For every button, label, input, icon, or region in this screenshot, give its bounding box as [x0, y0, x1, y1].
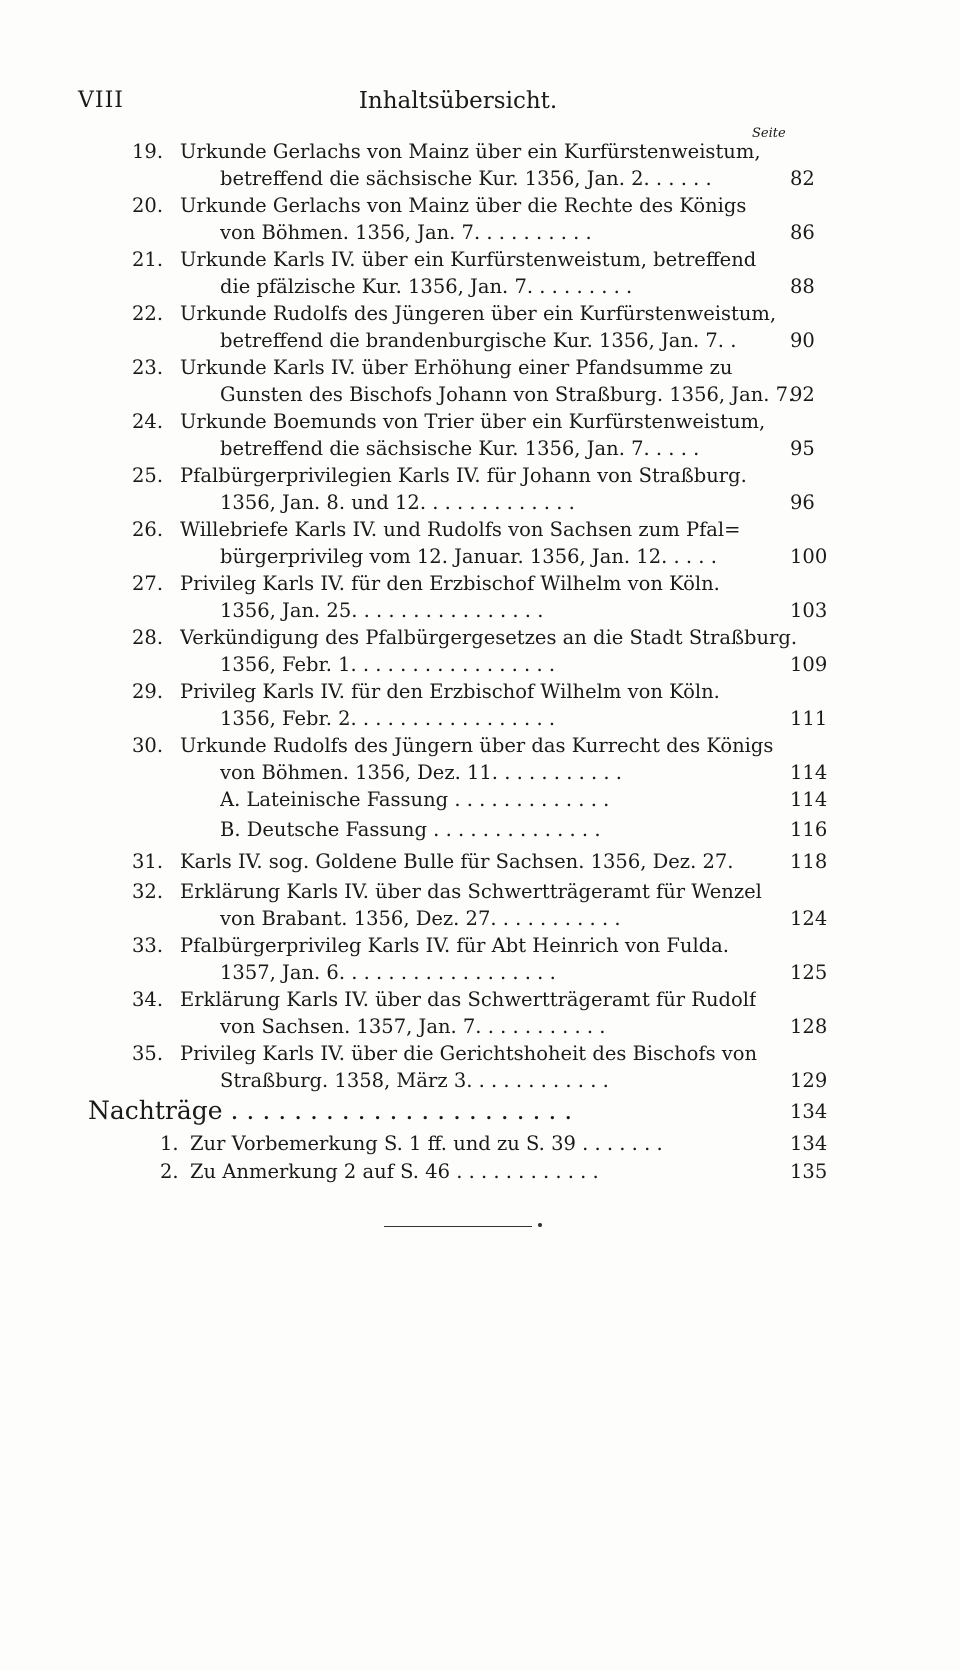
entry-number: 22. — [132, 302, 164, 325]
entry-number: 35. — [132, 1042, 164, 1065]
entry-title: Urkunde Rudolfs des Jüngern über das Kurrecht des Königs — [180, 734, 774, 757]
entry-page: 118 — [790, 850, 828, 873]
entry-page: 100 — [790, 545, 828, 568]
entry-number: 30. — [132, 734, 164, 757]
entry-title: Urkunde Karls IV. über ein Kurfürstenweistum, betreffend — [180, 248, 757, 271]
entry-page: 86 — [790, 221, 815, 244]
entry-number: 32. — [132, 880, 164, 903]
nachtraege-item-title: Zu Anmerkung 2 auf S. 46 . . . . . . . . . . . . — [190, 1160, 599, 1183]
nachtraege-page: 134 — [790, 1100, 828, 1123]
entry-title-continued: betreffend die sächsische Kur. 1356, Jan. 2. . . . . . — [220, 167, 712, 190]
entry-title: Privileg Karls IV. für den Erzbischof Wilhelm von Köln. — [180, 572, 720, 595]
entry-number: 29. — [132, 680, 164, 703]
entry-title: Erklärung Karls IV. über das Schwertträgeramt für Wenzel — [180, 880, 762, 903]
entry-title: Privileg Karls IV. über die Gerichtshoheit des Bischofs von — [180, 1042, 758, 1065]
entry-number: 26. — [132, 518, 164, 541]
entry-number: 31. — [132, 850, 164, 873]
nachtraege-item-title: Zur Vorbemerkung S. 1 ff. und zu S. 39 . . . . . . . — [190, 1132, 663, 1155]
nachtraege-item-number: 1. — [160, 1132, 179, 1155]
entry-title: Pfalbürgerprivileg Karls IV. für Abt Heinrich von Fulda. — [180, 934, 730, 957]
entry-title-continued: Straßburg. 1358, März 3. . . . . . . . . . . . — [220, 1069, 609, 1092]
running-title: Inhaltsübersicht. — [358, 88, 558, 114]
entry-page: 82 — [790, 167, 815, 190]
entry-number: 21. — [132, 248, 164, 271]
nachtraege-item-number: 2. — [160, 1160, 179, 1183]
entry-number: 27. — [132, 572, 164, 595]
entry-title-continued: 1356, Jan. 25. . . . . . . . . . . . . . . . — [220, 599, 544, 622]
entry-title: Verkündigung des Pfalbürgergesetzes an die Stadt Straßburg. — [180, 626, 798, 649]
entry-page: 95 — [790, 437, 815, 460]
entry-page: 92 — [790, 383, 815, 406]
entry-page: 111 — [790, 707, 828, 730]
subentry-title: A. Lateinische Fassung . . . . . . . . . . . . . — [220, 788, 610, 811]
seite-column-label: Seite — [752, 126, 786, 141]
entry-title-continued: von Böhmen. 1356, Jan. 7. . . . . . . . . . — [220, 221, 592, 244]
entry-title: Erklärung Karls IV. über das Schwertträgeramt für Rudolf — [180, 988, 757, 1011]
entry-title-continued: von Böhmen. 1356, Dez. 11. . . . . . . . . . . — [220, 761, 622, 784]
page-number: VIII — [78, 88, 124, 113]
entry-title-continued: bürgerprivileg vom 12. Januar. 1356, Jan. 12. . . . . — [220, 545, 717, 568]
entry-title: Pfalbürgerprivilegien Karls IV. für Johann von Straßburg. — [180, 464, 747, 487]
entry-page: 125 — [790, 961, 828, 984]
entry-page: 96 — [790, 491, 815, 514]
entry-title: Privileg Karls IV. für den Erzbischof Wilhelm von Köln. — [180, 680, 720, 703]
entry-title-continued: die pfälzische Kur. 1356, Jan. 7. . . . . . . . . — [220, 275, 633, 298]
entry-title-continued: 1356, Jan. 8. und 12. . . . . . . . . . . . . — [220, 491, 575, 514]
entry-number: 25. — [132, 464, 164, 487]
entry-title: Willebriefe Karls IV. und Rudolfs von Sachsen zum Pfal= — [180, 518, 741, 541]
entry-number: 19. — [132, 140, 164, 163]
entry-page: 124 — [790, 907, 828, 930]
entry-page: 109 — [790, 653, 828, 676]
closing-rule — [384, 1226, 532, 1227]
entry-title: Urkunde Gerlachs von Mainz über ein Kurfürstenweistum, — [180, 140, 761, 163]
entry-page: 88 — [790, 275, 815, 298]
entry-page: 114 — [790, 761, 828, 784]
nachtraege-item-page: 135 — [790, 1160, 828, 1183]
entry-title-continued: 1356, Febr. 2. . . . . . . . . . . . . . . . . — [220, 707, 556, 730]
entry-title: Urkunde Boemunds von Trier über ein Kurfürstenweistum, — [180, 410, 766, 433]
entry-page: 129 — [790, 1069, 828, 1092]
entry-title: Urkunde Rudolfs des Jüngeren über ein Kurfürstenweistum, — [180, 302, 777, 325]
subentry-page: 114 — [790, 788, 828, 811]
nachtraege-item-page: 134 — [790, 1132, 828, 1155]
entry-title-continued: Gunsten des Bischofs Johann von Straßburg. 1356, Jan. 7. — [220, 383, 795, 406]
entry-title-continued: von Sachsen. 1357, Jan. 7. . . . . . . . . . . — [220, 1015, 606, 1038]
entry-title-continued: betreffend die sächsische Kur. 1356, Jan. 7. . . . . — [220, 437, 700, 460]
subentry-page: 116 — [790, 818, 828, 841]
entry-page: 128 — [790, 1015, 828, 1038]
entry-number: 20. — [132, 194, 164, 217]
entry-number: 24. — [132, 410, 164, 433]
subentry-title: B. Deutsche Fassung . . . . . . . . . . . . . . — [220, 818, 601, 841]
entry-title: Urkunde Gerlachs von Mainz über die Rechte des Königs — [180, 194, 747, 217]
closing-rule-mark — [538, 1223, 542, 1227]
nachtraege-title: Nachträge . . . . . . . . . . . . . . . . . . . . . . — [88, 1096, 573, 1125]
entry-title-continued: 1357, Jan. 6. . . . . . . . . . . . . . . . . . — [220, 961, 556, 984]
entry-title: Karls IV. sog. Goldene Bulle für Sachsen. 1356, Dez. 27. — [180, 850, 734, 873]
entry-number: 28. — [132, 626, 164, 649]
entry-page: 90 — [790, 329, 815, 352]
entry-title-continued: von Brabant. 1356, Dez. 27. . . . . . . . . . . — [220, 907, 621, 930]
entry-title-continued: betreffend die brandenburgische Kur. 1356, Jan. 7. . — [220, 329, 737, 352]
entry-number: 23. — [132, 356, 164, 379]
entry-title-continued: 1356, Febr. 1. . . . . . . . . . . . . . . . . — [220, 653, 556, 676]
entry-number: 34. — [132, 988, 164, 1011]
entry-page: 103 — [790, 599, 828, 622]
entry-number: 33. — [132, 934, 164, 957]
page-header — [78, 88, 838, 118]
entry-title: Urkunde Karls IV. über Erhöhung einer Pfandsumme zu — [180, 356, 733, 379]
